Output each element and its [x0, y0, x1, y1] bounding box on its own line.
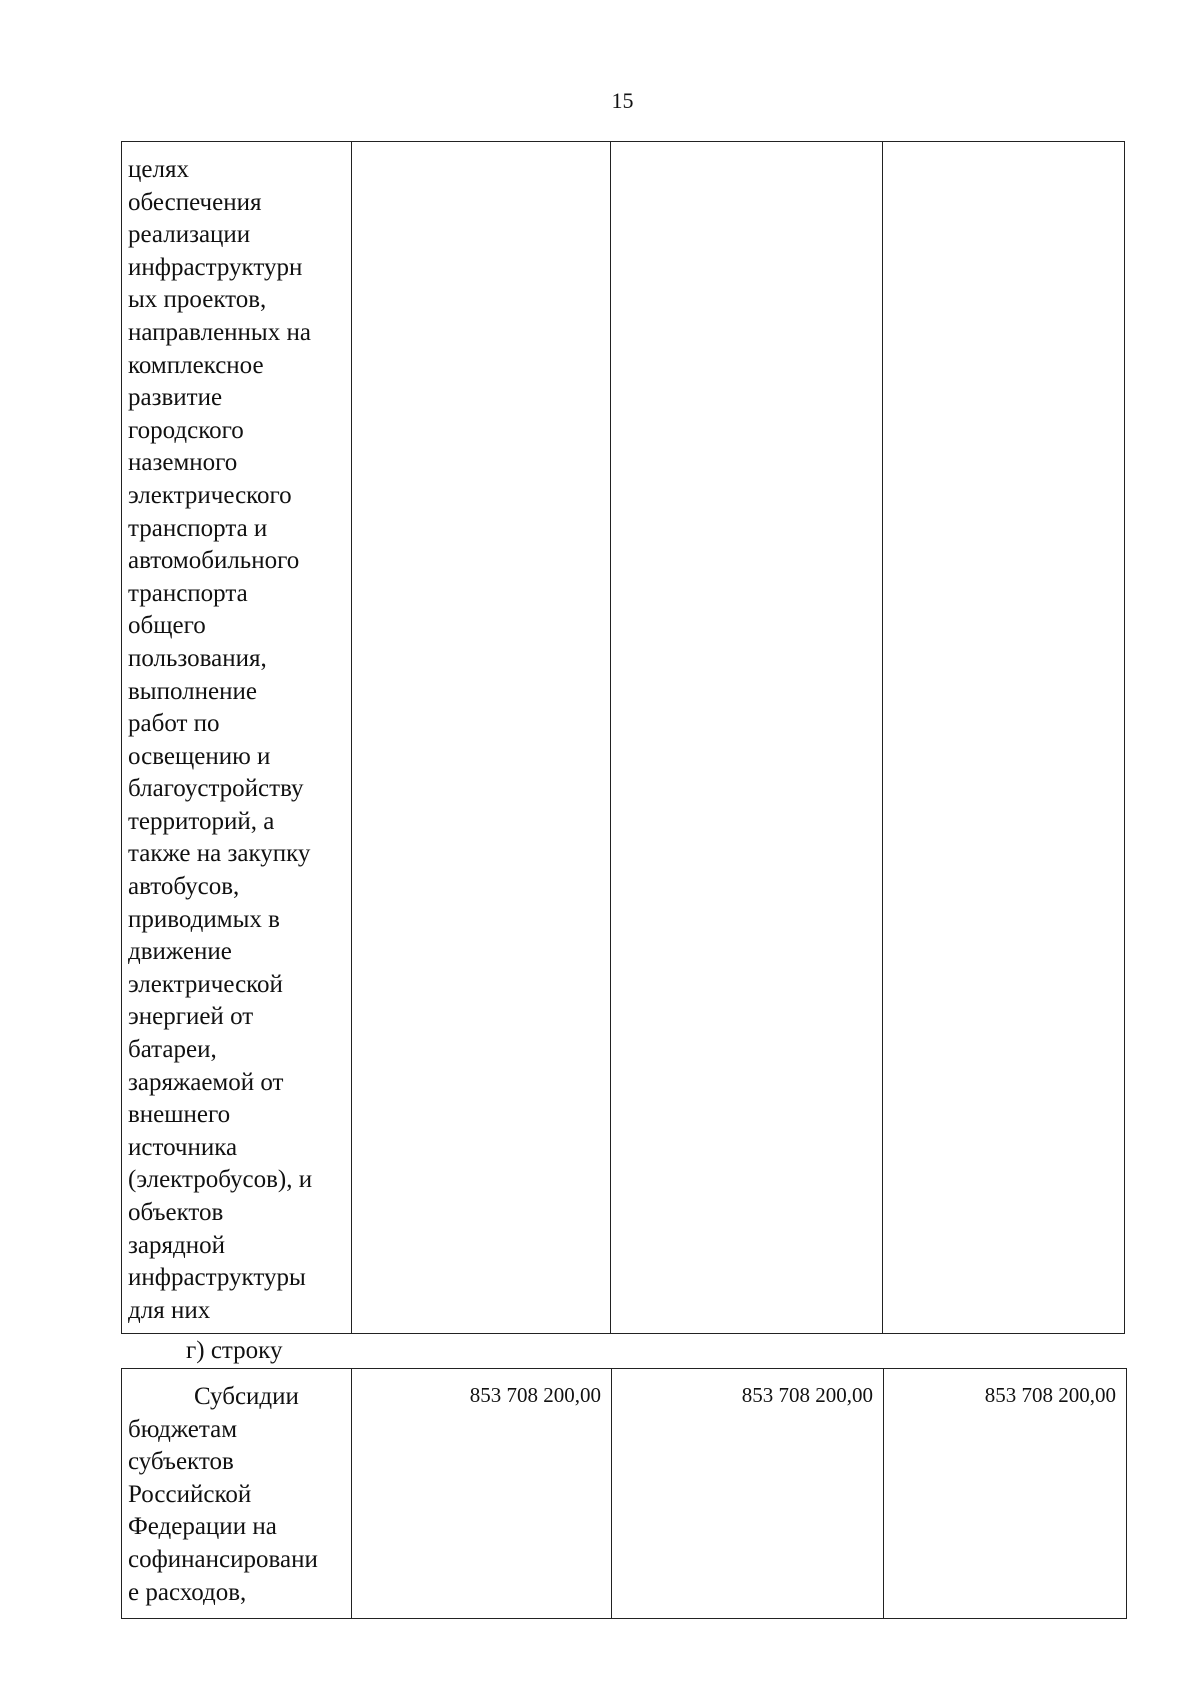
amount-cell-2: [611, 142, 883, 1334]
amount-cell-2: [612, 1369, 884, 1619]
amount-cell-1: [352, 1369, 612, 1619]
amount-text: 853 708 200,00: [984, 1383, 1116, 1407]
description-text: Субсидии бюджетам субъектов Российской Федерации на софинансировани е расходов,: [128, 1383, 318, 1606]
description-text: целях обеспечения реализации инфраструктурн ых проектов, направленных на комплексное развитие городского наземного электрического транспорта и автомобильного транспорта общего пользования, выполнение работ по освещению и благоустройству территорий, а также на закупку автобусов, приводимых в движение электрической энергией от батареи, заряжаемой от внешнего источника (электробусов), и объектов зарядной инфраструктуры для них: [128, 156, 313, 1324]
subsidies-table: [121, 1368, 1127, 1619]
amount-text: 853 708 200,00: [469, 1383, 601, 1407]
amount-text: [883, 142, 1124, 156]
amount-text: [611, 142, 882, 156]
amount-text: 853 708 200,00: [741, 1383, 873, 1407]
page-number: 15: [611, 88, 634, 113]
description-cell: [122, 142, 352, 1334]
amount-cell-3: [883, 142, 1125, 1334]
amount-cell-3: [884, 1369, 1127, 1619]
amount-text: [352, 142, 610, 156]
amount-cell-1: [352, 142, 611, 1334]
budget-table-continued: [121, 141, 1125, 1334]
table-row: [122, 142, 1125, 1334]
description-cell: [122, 1369, 352, 1619]
paragraph-text: г) строку: [186, 1337, 283, 1364]
table-row: [122, 1369, 1127, 1619]
